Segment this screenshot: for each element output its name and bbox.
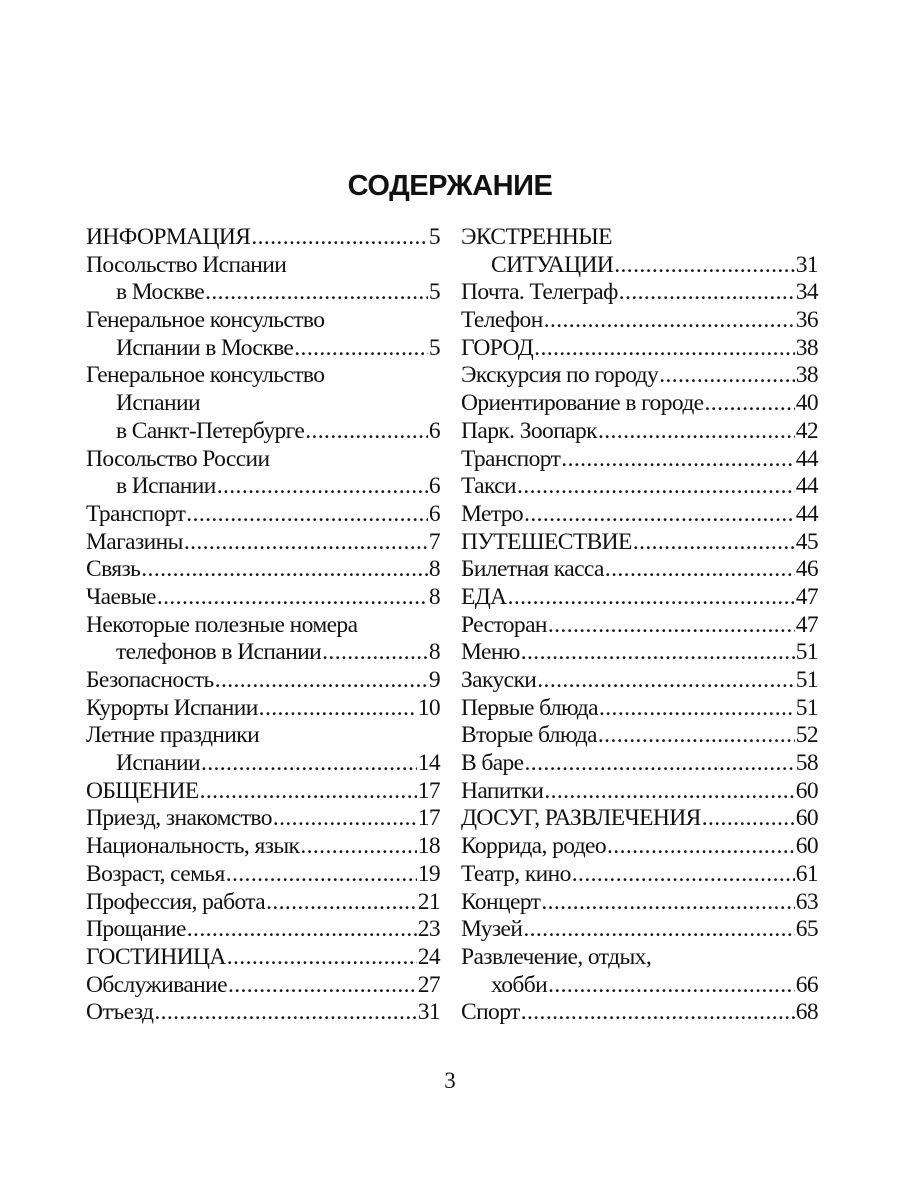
toc-entry-page: 65 bbox=[795, 916, 818, 943]
toc-entry-page: 6 bbox=[428, 417, 440, 444]
leader-dots bbox=[215, 667, 428, 695]
toc-entry-page: 5 bbox=[428, 334, 440, 361]
leader-dots bbox=[184, 529, 428, 557]
toc-entry bbox=[86, 335, 440, 363]
leader-dots bbox=[227, 944, 417, 972]
leader-dots bbox=[525, 750, 795, 778]
toc-entry bbox=[461, 667, 818, 695]
toc-entry-title: Обслуживание bbox=[86, 971, 227, 998]
toc-entry-title: Безопасность bbox=[86, 667, 214, 693]
toc-entry-page: 17 bbox=[417, 777, 440, 804]
toc-entry-page: 51 bbox=[795, 694, 818, 721]
toc-entry-title: Генеральное консульство bbox=[86, 307, 325, 334]
toc-entry-title: Почта. Телеграф bbox=[461, 279, 618, 306]
toc-entry bbox=[86, 667, 440, 695]
toc-entry bbox=[86, 944, 440, 972]
toc-entry bbox=[86, 639, 440, 667]
toc-entry bbox=[461, 889, 818, 917]
toc-entry bbox=[86, 279, 440, 307]
toc-entry-title: Испании bbox=[116, 750, 200, 777]
toc-entry-page: 61 bbox=[795, 860, 818, 887]
leader-dots bbox=[572, 861, 795, 889]
toc-entry-page: 27 bbox=[417, 971, 440, 998]
leader-dots bbox=[702, 805, 795, 833]
toc-entry-page: 19 bbox=[417, 860, 440, 887]
leader-dots bbox=[524, 501, 795, 529]
toc-entry bbox=[86, 418, 440, 446]
toc-entry-title: Курорты Испании bbox=[86, 694, 258, 721]
toc-entry bbox=[461, 778, 818, 806]
toc-entry-title: ГОСТИНИЦА bbox=[86, 943, 226, 970]
toc-entry bbox=[86, 889, 440, 917]
leader-dots bbox=[201, 750, 417, 778]
toc-entry-title: в Санкт-Петербурге bbox=[116, 417, 305, 444]
toc-entry-page: 31 bbox=[417, 999, 440, 1026]
toc-entry-page: 38 bbox=[795, 362, 818, 389]
toc-entry bbox=[461, 335, 818, 363]
toc-left-column bbox=[86, 224, 440, 1027]
leader-dots bbox=[251, 224, 428, 252]
toc-entry-title: Концерт bbox=[461, 888, 541, 915]
toc-entry-title: Билетная касса bbox=[461, 556, 604, 583]
toc-entry bbox=[461, 695, 818, 723]
toc-entry-page: 58 bbox=[795, 750, 818, 777]
toc-entry-page: 6 bbox=[428, 473, 440, 500]
toc-entry-page: 44 bbox=[795, 500, 818, 527]
leader-dots bbox=[200, 778, 417, 806]
toc-entry-title: Музей bbox=[461, 916, 523, 943]
toc-entry bbox=[461, 722, 818, 750]
toc-entry-page: 60 bbox=[795, 805, 818, 832]
toc-entry bbox=[461, 639, 818, 667]
toc-entry bbox=[461, 446, 818, 474]
leader-dots bbox=[521, 999, 795, 1027]
leader-dots bbox=[534, 335, 795, 363]
leader-dots bbox=[217, 473, 428, 501]
toc-entry bbox=[461, 916, 818, 944]
toc-entry-page: 44 bbox=[795, 473, 818, 500]
toc-entry-title: Метро bbox=[461, 500, 524, 527]
leader-dots bbox=[548, 612, 795, 640]
toc-entry bbox=[86, 252, 440, 280]
toc-entry bbox=[461, 252, 818, 280]
toc-entry-title: Летние праздники bbox=[86, 722, 260, 749]
toc-entry-title: Телефон bbox=[461, 307, 543, 334]
toc-entry-title: Вторые блюда bbox=[461, 722, 597, 749]
toc-entry-title: Коррида, родео bbox=[461, 833, 607, 860]
toc-entry-page: 44 bbox=[795, 445, 818, 472]
toc-entry bbox=[86, 224, 440, 252]
toc-entry-title: ОБЩЕНИЕ bbox=[86, 777, 199, 804]
toc-entry-page: 17 bbox=[417, 805, 440, 832]
toc-entry-title: ДОСУГ, РАЗВЛЕЧЕНИЯ bbox=[461, 805, 701, 832]
toc-entry bbox=[461, 999, 818, 1027]
toc-entry bbox=[86, 390, 440, 418]
toc-entry-title: Магазины bbox=[86, 528, 183, 555]
toc-entry bbox=[461, 501, 818, 529]
toc-entry-title: ЭКСТРЕННЫЕ bbox=[461, 224, 612, 250]
toc-entry bbox=[86, 722, 440, 750]
toc-entry-title: Экскурсия по городу bbox=[461, 362, 659, 389]
leader-dots bbox=[544, 778, 794, 806]
leader-dots bbox=[537, 667, 794, 695]
toc-entry-title: Чаевые bbox=[86, 583, 156, 610]
toc-entry-page: 46 bbox=[795, 556, 818, 583]
toc-entry bbox=[86, 473, 440, 501]
toc-entry bbox=[86, 529, 440, 557]
toc-entry bbox=[86, 999, 440, 1027]
toc-entry-title: Закуски bbox=[461, 667, 537, 693]
toc-entry-page: 60 bbox=[795, 833, 818, 860]
toc-entry bbox=[86, 916, 440, 944]
toc-entry bbox=[461, 418, 818, 446]
toc-entry-page: 42 bbox=[795, 417, 818, 444]
toc-entry-page: 68 bbox=[795, 999, 818, 1026]
leader-dots bbox=[541, 889, 794, 917]
toc-entry-page: 23 bbox=[417, 916, 440, 943]
toc-entry-page: 18 bbox=[417, 833, 440, 860]
leader-dots bbox=[157, 584, 428, 612]
leader-dots bbox=[322, 639, 428, 667]
leader-dots bbox=[141, 556, 428, 584]
leader-dots bbox=[705, 390, 795, 418]
toc-entry bbox=[461, 750, 818, 778]
toc-entry-page: 52 bbox=[795, 722, 818, 749]
toc-entry-page: 14 bbox=[417, 750, 440, 777]
leader-dots bbox=[544, 307, 795, 335]
toc-entry-title: Профессия, работа bbox=[86, 888, 266, 915]
toc-entry-title: Связь bbox=[86, 556, 141, 583]
toc-entry bbox=[461, 529, 818, 557]
toc-entry-title: Испании в Москве bbox=[116, 334, 294, 361]
toc-entry-page: 63 bbox=[795, 888, 818, 915]
leader-dots bbox=[300, 833, 416, 861]
toc-entry-page: 6 bbox=[428, 500, 440, 527]
toc-entry bbox=[86, 501, 440, 529]
toc-entry bbox=[86, 307, 440, 335]
toc-entry-title: в Москве bbox=[116, 279, 205, 306]
toc-entry bbox=[461, 584, 818, 612]
toc-entry bbox=[461, 390, 818, 418]
toc-entry-page: 40 bbox=[795, 390, 818, 417]
leader-dots bbox=[605, 556, 795, 584]
toc-entry-page: 10 bbox=[417, 694, 440, 721]
leader-dots bbox=[266, 889, 417, 917]
toc-entry bbox=[86, 556, 440, 584]
toc-entry bbox=[86, 446, 440, 474]
toc-entry-page: 8 bbox=[428, 639, 440, 666]
leader-dots bbox=[273, 805, 417, 833]
toc-entry-title: Возраст, семья bbox=[86, 860, 225, 887]
toc-entry-page: 24 bbox=[417, 943, 440, 970]
toc-entry bbox=[86, 750, 440, 778]
toc-entry-page: 5 bbox=[428, 224, 440, 250]
leader-dots bbox=[508, 584, 795, 612]
toc-entry-title: Первые блюда bbox=[461, 694, 598, 721]
toc-entry bbox=[86, 584, 440, 612]
toc-entry bbox=[461, 861, 818, 889]
leader-dots bbox=[517, 473, 795, 501]
toc-right-column bbox=[461, 224, 818, 1027]
toc-entry-page: 36 bbox=[795, 307, 818, 334]
toc-entry-page: 5 bbox=[428, 279, 440, 306]
leader-dots bbox=[548, 972, 795, 1000]
leader-dots bbox=[259, 695, 417, 723]
toc-entry-title: Меню bbox=[461, 639, 520, 666]
toc-entry bbox=[86, 833, 440, 861]
toc-entry bbox=[86, 695, 440, 723]
toc-entry-title: Прощание bbox=[86, 916, 186, 943]
leader-dots bbox=[619, 279, 795, 307]
toc-entry-page: 8 bbox=[428, 583, 440, 610]
toc-entry-title: ЕДА bbox=[461, 583, 507, 610]
leader-dots bbox=[305, 418, 428, 446]
toc-entry-title: ГОРОД bbox=[461, 334, 534, 361]
toc-entry-page: 51 bbox=[795, 667, 818, 693]
toc-entry-page: 47 bbox=[795, 611, 818, 638]
toc-entry-page: 34 bbox=[795, 279, 818, 306]
leader-dots bbox=[228, 972, 417, 1000]
leader-dots bbox=[607, 833, 795, 861]
toc-entry-title: Посольство Испании bbox=[86, 251, 287, 278]
toc-entry-title: Напитки bbox=[461, 777, 544, 804]
toc-entry-title: СИТУАЦИИ bbox=[491, 251, 614, 278]
leader-dots bbox=[187, 916, 417, 944]
leader-dots bbox=[205, 279, 428, 307]
leader-dots bbox=[294, 335, 428, 363]
leader-dots bbox=[599, 695, 795, 723]
toc-entry-page: 9 bbox=[428, 667, 440, 693]
toc-entry-title: ПУТЕШЕСТВИЕ bbox=[461, 528, 632, 555]
toc-entry-title: Парк. Зоопарк bbox=[461, 417, 597, 444]
toc-entry bbox=[86, 362, 440, 390]
toc-entry-page: 7 bbox=[428, 528, 440, 555]
leader-dots bbox=[614, 252, 794, 280]
toc-entry-page: 45 bbox=[795, 528, 818, 555]
toc-entry bbox=[461, 307, 818, 335]
toc-entry bbox=[86, 861, 440, 889]
toc-entry bbox=[461, 473, 818, 501]
leader-dots bbox=[226, 861, 417, 889]
toc-entry-title: Приезд, знакомство bbox=[86, 805, 272, 832]
toc-entry-page: 8 bbox=[428, 556, 440, 583]
toc-entry-title: Испании bbox=[116, 390, 200, 417]
toc-entry bbox=[461, 944, 818, 972]
toc-entry bbox=[461, 362, 818, 390]
page-title: СОДЕРЖАНИЕ bbox=[347, 170, 553, 202]
toc-entry bbox=[461, 224, 818, 252]
leader-dots bbox=[561, 446, 794, 474]
toc-entry-title: Некоторые полезные номера bbox=[86, 611, 358, 638]
toc-entry-title: Развлечение, отдых, bbox=[461, 943, 652, 970]
toc-entry-page: 47 bbox=[795, 583, 818, 610]
toc-entry-title: хобби bbox=[491, 971, 548, 998]
toc-entry-title: Спорт bbox=[461, 999, 520, 1026]
page-number: 3 bbox=[444, 1068, 456, 1093]
leader-dots bbox=[598, 722, 795, 750]
leader-dots bbox=[523, 916, 794, 944]
toc-entry-title: Транспорт bbox=[461, 445, 561, 472]
toc-entry-title: Ресторан bbox=[461, 611, 547, 638]
leader-dots bbox=[521, 639, 795, 667]
toc-entry bbox=[461, 833, 818, 861]
toc-entry-title: Театр, кино bbox=[461, 860, 571, 887]
toc-entry-page: 60 bbox=[795, 777, 818, 804]
leader-dots bbox=[186, 501, 428, 529]
toc-entry-page: 66 bbox=[795, 971, 818, 998]
toc-entry-page: 51 bbox=[795, 639, 818, 666]
toc-entry bbox=[86, 805, 440, 833]
leader-dots bbox=[659, 362, 795, 390]
toc-entry-title: Ориентирование в городе bbox=[461, 390, 704, 417]
toc-entry bbox=[86, 612, 440, 640]
leader-dots bbox=[598, 418, 795, 446]
toc-entry bbox=[86, 778, 440, 806]
toc-entry-page: 31 bbox=[795, 251, 818, 278]
toc-entry-page: 38 bbox=[795, 334, 818, 361]
toc-entry-title: Посольство России bbox=[86, 445, 270, 472]
toc-entry-title: Транспорт bbox=[86, 500, 186, 527]
toc-entry bbox=[461, 279, 818, 307]
toc-entry bbox=[461, 972, 818, 1000]
toc-entry-title: в Испании bbox=[116, 473, 216, 500]
toc-entry-title: Такси bbox=[461, 473, 517, 500]
toc-entry-title: Национальность, язык bbox=[86, 833, 300, 860]
toc-entry bbox=[461, 556, 818, 584]
toc-entry-title: телефонов в Испании bbox=[116, 639, 322, 666]
toc-entry-page: 21 bbox=[417, 888, 440, 915]
leader-dots bbox=[633, 529, 795, 557]
toc-entry-title: Генеральное консульство bbox=[86, 362, 325, 389]
toc-entry-title: Отъезд bbox=[86, 999, 154, 1026]
toc-entry bbox=[461, 612, 818, 640]
leader-dots bbox=[154, 999, 416, 1027]
toc-entry-title: В баре bbox=[461, 750, 524, 777]
toc-entry bbox=[86, 972, 440, 1000]
toc-entry-title: ИНФОРМАЦИЯ bbox=[86, 224, 251, 250]
toc-entry bbox=[461, 805, 818, 833]
